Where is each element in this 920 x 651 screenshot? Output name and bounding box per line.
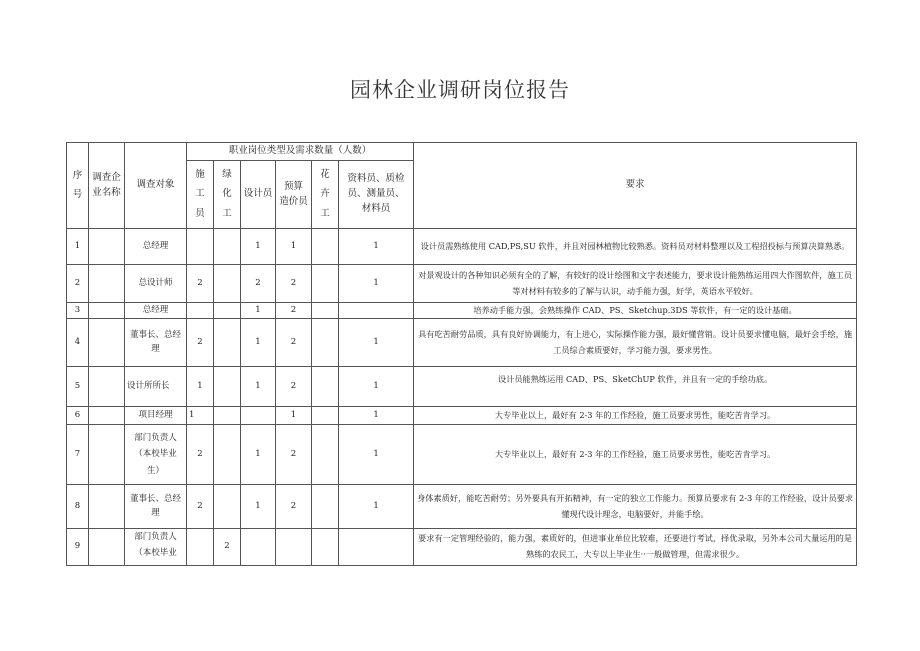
cell-target: 部门负责人 （本校毕业 <box>125 529 187 566</box>
cell-flower <box>312 265 339 303</box>
cell-budget: 2 <box>276 367 312 407</box>
cell-company <box>89 265 125 303</box>
table-row <box>67 265 857 303</box>
cell-flower <box>312 407 339 425</box>
cell-construction: 1 <box>187 367 214 407</box>
page-title: 园林企业调研岗位报告 <box>350 78 570 102</box>
cell-requirements: 设计员需熟练使用 CAD,PS,SU 软件，并且对园林植物比较熟悉。资料员对材料整理以及工程招投标与预算决算熟悉。 <box>414 229 857 265</box>
cell-target: 总经理 <box>125 303 187 319</box>
cell-construction <box>187 529 214 566</box>
cell-greening <box>214 229 241 265</box>
cell-materials: 1 <box>339 425 414 485</box>
cell-company <box>89 425 125 485</box>
cell-materials: 1 <box>339 319 414 367</box>
cell-no: 2 <box>67 265 89 303</box>
cell-construction: 2 <box>187 485 214 529</box>
table-row <box>67 485 857 529</box>
cell-materials: 1 <box>339 229 414 265</box>
table-row <box>67 425 857 485</box>
cell-flower <box>312 485 339 529</box>
cell-materials: 1 <box>339 485 414 529</box>
cell-target: 设计所所长 <box>125 367 187 407</box>
cell-flower <box>312 425 339 485</box>
cell-budget: 1 <box>276 407 312 425</box>
cell-construction <box>187 229 214 265</box>
cell-company <box>89 485 125 529</box>
cell-requirements: 具有吃苦耐劳品质，具有良好协调能力，有上进心，实际操作能力强，最好懂营销。设计员要求懂电脑，最好会手绘，施工员综合素质要好，学习能力强，要求男性。 <box>414 319 857 367</box>
cell-construction: 2 <box>187 319 214 367</box>
cell-company <box>89 529 125 566</box>
cell-greening <box>214 319 241 367</box>
cell-no: 4 <box>67 319 89 367</box>
cell-requirements: 大专毕业以上，最好有 2-3 年的工作经验，施工员要求男性，能吃苦肯学习。 <box>414 407 857 425</box>
cell-designer <box>241 407 276 425</box>
cell-materials: 1 <box>339 265 414 303</box>
cell-target: 部门负责人 （本校毕业 生） <box>125 425 187 485</box>
cell-construction: 2 <box>187 425 214 485</box>
cell-no: 3 <box>67 303 89 319</box>
cell-construction <box>187 303 214 319</box>
cell-flower <box>312 229 339 265</box>
cell-requirements: 身体素质好，能吃苦耐劳；另外要具有开拓精神，有一定的独立工作能力。预算员要求有 2-3 年的工作经验，设计员要求懂现代设计理念，电脑要好，并能手绘。 <box>414 485 857 529</box>
cell-materials <box>339 529 414 566</box>
cell-no: 7 <box>67 425 89 485</box>
cell-flower <box>312 529 339 566</box>
cell-greening <box>214 367 241 407</box>
header-position-group: 职业岗位类型及需求数量（人数） <box>187 143 414 161</box>
cell-designer: 2 <box>241 265 276 303</box>
cell-budget: 2 <box>276 485 312 529</box>
cell-designer: 1 <box>241 229 276 265</box>
cell-greening: 2 <box>214 529 241 566</box>
cell-construction: 2 <box>187 265 214 303</box>
cell-target: 总设计师 <box>125 265 187 303</box>
cell-greening <box>214 425 241 485</box>
cell-flower <box>312 367 339 407</box>
cell-budget: 2 <box>276 303 312 319</box>
cell-budget: 1 <box>276 229 312 265</box>
cell-budget: 2 <box>276 319 312 367</box>
header-construction: 施 工 员 <box>187 161 214 229</box>
cell-company <box>89 367 125 407</box>
cell-no: 1 <box>67 229 89 265</box>
cell-designer: 1 <box>241 485 276 529</box>
cell-company <box>89 303 125 319</box>
header-requirements: 要求 <box>414 143 857 229</box>
table-row <box>67 529 857 566</box>
cell-materials <box>339 303 414 319</box>
cell-company <box>89 319 125 367</box>
header-target: 调查对象 <box>125 143 187 229</box>
cell-no: 5 <box>67 367 89 407</box>
cell-designer: 1 <box>241 425 276 485</box>
cell-no: 8 <box>67 485 89 529</box>
table-row <box>67 367 857 407</box>
table-row <box>67 319 857 367</box>
cell-greening <box>214 303 241 319</box>
cell-no: 6 <box>67 407 89 425</box>
cell-requirements: 对景观设计的各种知识必须有全的了解，有较好的设计绘图和文字表述能力，要求设计能熟练运用四大作图软件，施工员等对材料有较多的了解与认识，动手能力强，好学，英语水平较好。 <box>414 265 857 303</box>
cell-requirements: 大专毕业以上，最好有 2-3 年的工作经验，施工员要求男性，能吃苦肯学习。 <box>414 425 857 485</box>
cell-target: 董事长、总经理 <box>125 485 187 529</box>
cell-designer <box>241 529 276 566</box>
cell-target: 总经理 <box>125 229 187 265</box>
cell-budget: 2 <box>276 425 312 485</box>
cell-greening <box>214 407 241 425</box>
survey-table <box>66 142 857 566</box>
header-materials: 资料员、质检 员、测量员、 材料员 <box>339 161 414 229</box>
cell-flower <box>312 319 339 367</box>
cell-budget: 2 <box>276 265 312 303</box>
cell-designer: 1 <box>241 303 276 319</box>
header-flower: 花 卉 工 <box>312 161 339 229</box>
header-greening: 绿 化 工 <box>214 161 241 229</box>
header-seq: 序 号 <box>67 143 89 229</box>
cell-requirements: 要求有一定管理经验的，能力强，素质好的，但进事业单位比较难，还要进行考试，择优录取，另外本公司大量运用的是熟练的农民工，大专以上毕业生··一般做管理，但需求很少。 <box>414 529 857 566</box>
cell-greening <box>214 485 241 529</box>
cell-designer: 1 <box>241 367 276 407</box>
table-row <box>67 407 857 425</box>
header-company: 调查企 业名称 <box>89 143 125 229</box>
cell-construction: 1 <box>187 407 214 425</box>
header-designer: 设计员 <box>241 161 276 229</box>
header-budget: 预算 造价员 <box>276 161 312 229</box>
cell-target: 项目经理 <box>125 407 187 425</box>
cell-budget <box>276 529 312 566</box>
cell-company <box>89 229 125 265</box>
cell-designer: 1 <box>241 319 276 367</box>
cell-materials: 1 <box>339 407 414 425</box>
cell-requirements: 设计员能熟练运用 CAD、PS、SketChUP 软件，并且有一定的手绘功底。 <box>414 367 857 407</box>
cell-target: 董事长、总经理 <box>125 319 187 367</box>
cell-company <box>89 407 125 425</box>
cell-requirements: 培养动手能力强，会熟练操作 CAD、PS、Sketchup.3DS 等软件，有一定的设计基础。 <box>414 303 857 319</box>
cell-no: 9 <box>67 529 89 566</box>
cell-materials: 1 <box>339 367 414 407</box>
cell-flower <box>312 303 339 319</box>
cell-greening <box>214 265 241 303</box>
table-row <box>67 303 857 319</box>
table-row <box>67 229 857 265</box>
